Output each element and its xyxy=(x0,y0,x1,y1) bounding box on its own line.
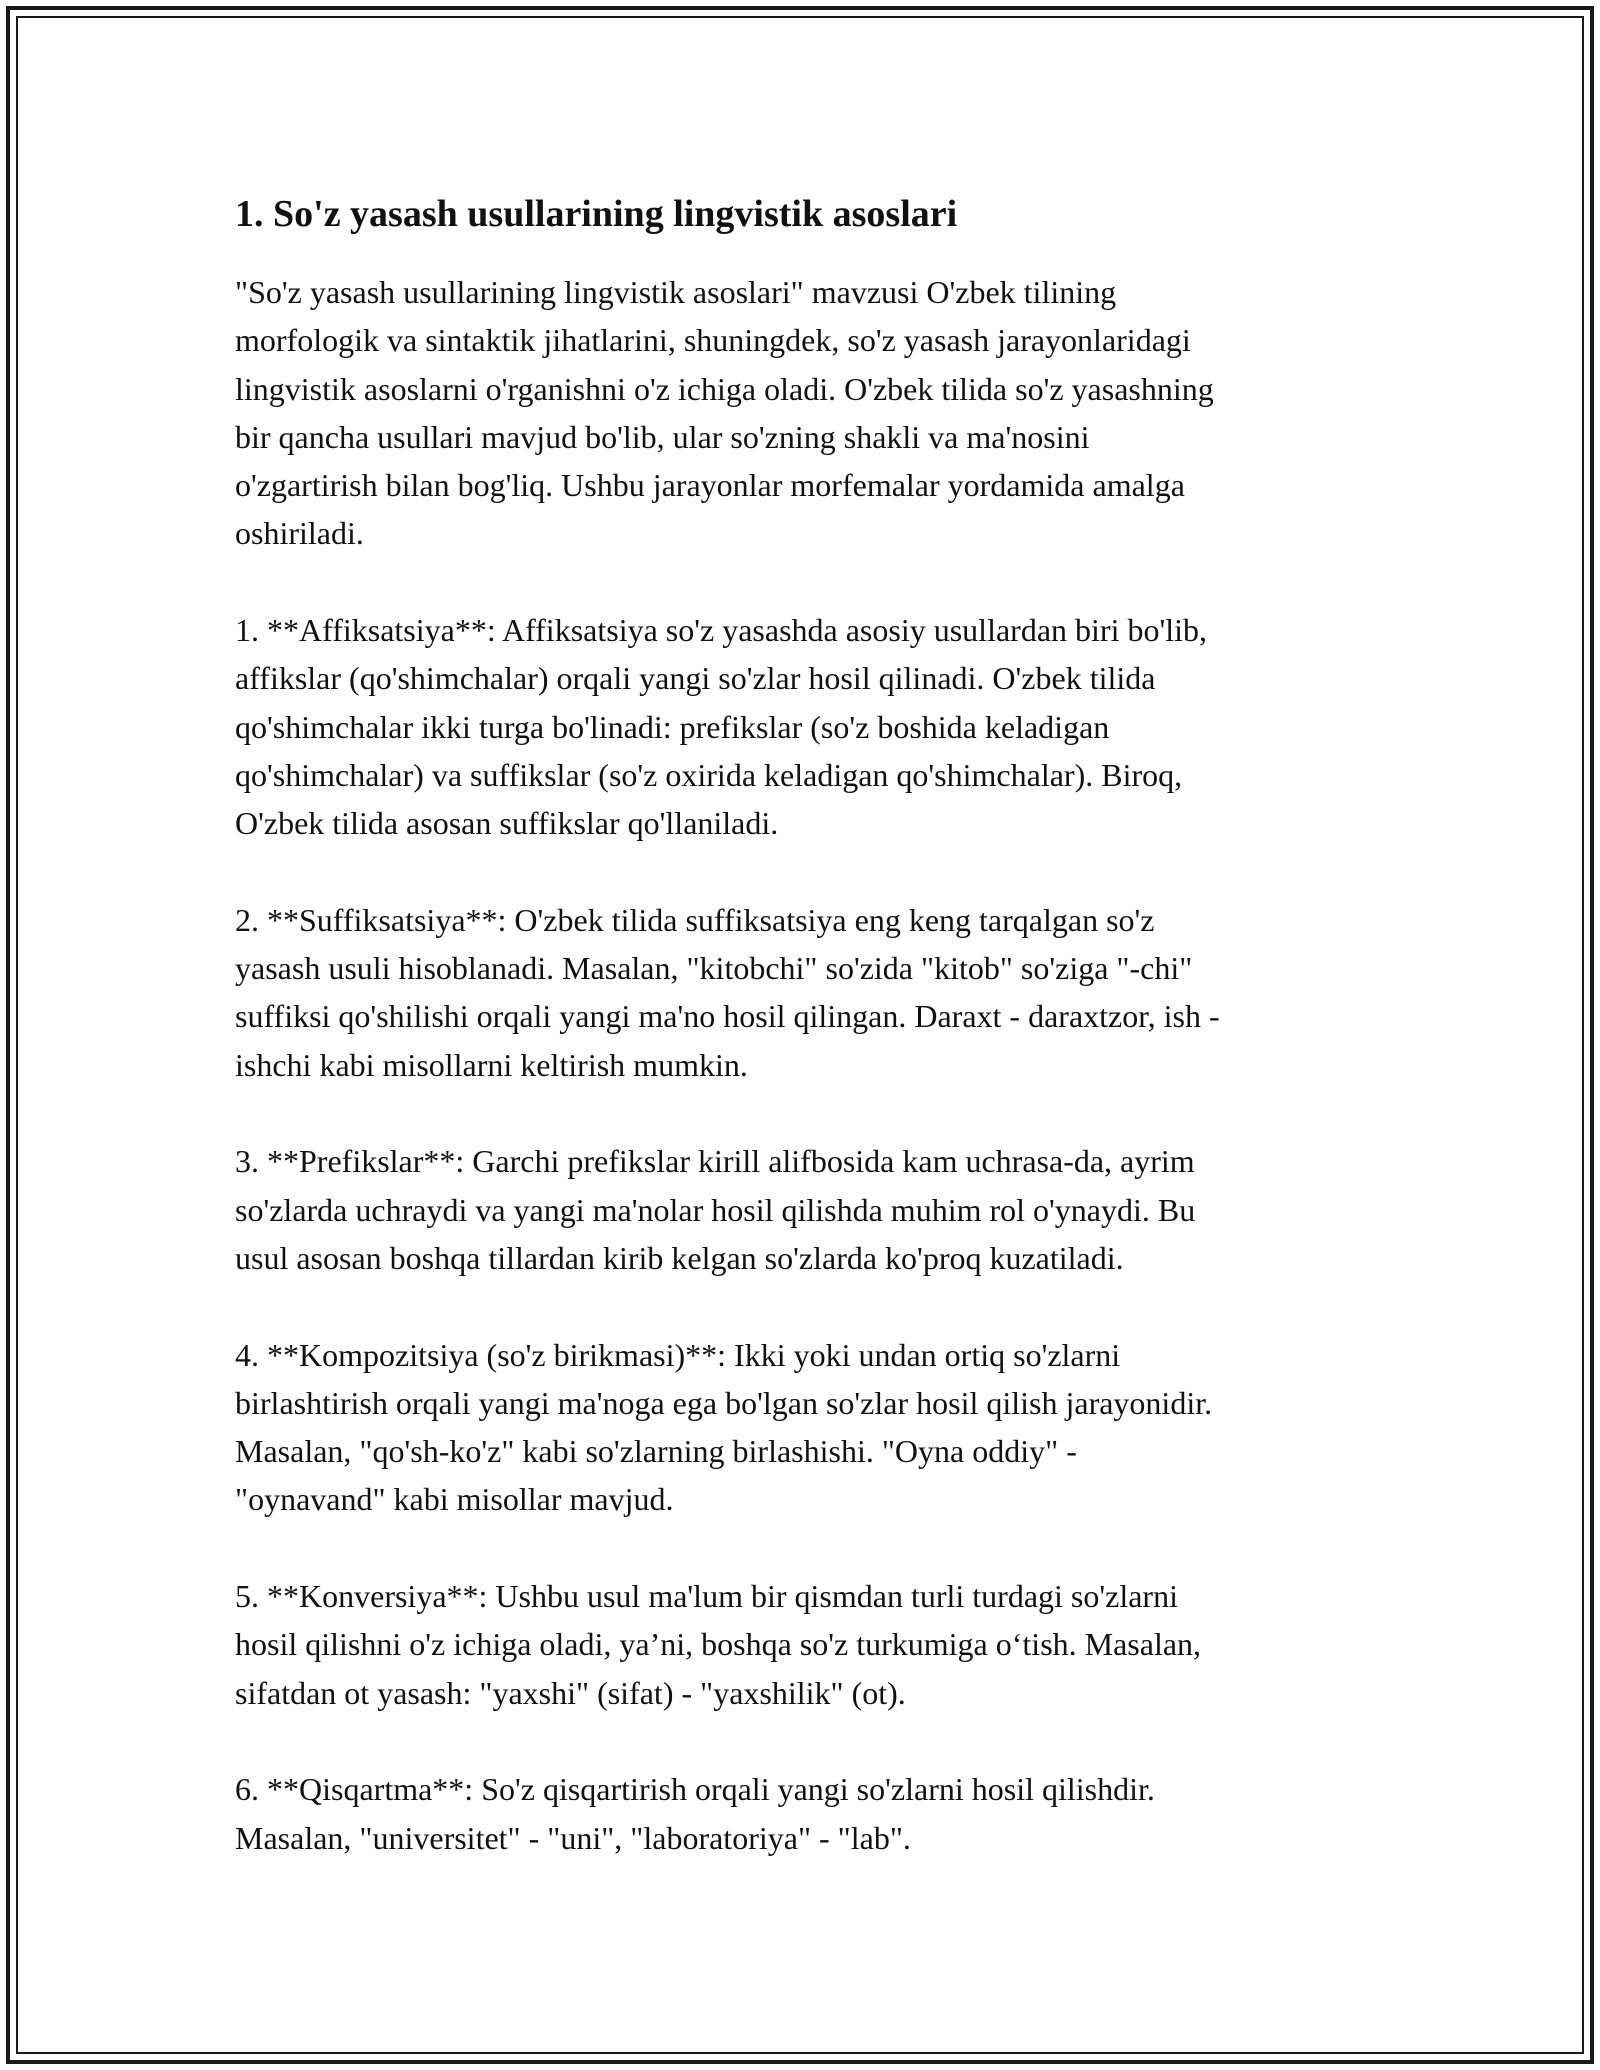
text-line: usul asosan boshqa tillardan kirib kelgan so'zlarda ko'proq kuzatiladi. xyxy=(235,1239,1124,1276)
text-line: hosil qilishni o'z ichiga oladi, ya’ni, boshqa so'z turkumiga o‘tish. Masalan, xyxy=(235,1626,1202,1663)
text-line: oshiriladi. xyxy=(235,515,364,552)
text-line: 4. **Kompozitsiya (so'z birikmasi)**: Ikki yoki undan ortiq so'zlarni xyxy=(235,1336,1121,1373)
text-line: so'zlarda uchraydi va yangi ma'nolar hosil qilishda muhim rol o'ynaydi. Bu xyxy=(235,1191,1196,1228)
text-line: affikslar (qo'shimchalar) orqali yangi so'zlar hosil qilinadi. O'zbek tilida xyxy=(235,660,1156,697)
kompozitsiya-paragraph xyxy=(235,1331,1385,1524)
konversiya-paragraph xyxy=(235,1572,1385,1717)
text-line: lingvistik asoslarni o'rganishni o'z ichiga oladi. O'zbek tilida so'z yasashning xyxy=(235,370,1214,407)
prefikslar-paragraph xyxy=(235,1137,1385,1282)
suffiksatsiya-paragraph xyxy=(235,896,1385,1089)
text-line: morfologik va sintaktik jihatlarini, shuningdek, so'z yasash jarayonlaridagi xyxy=(235,322,1191,359)
text-line: "So'z yasash usullarining lingvistik asoslari" mavzusi O'zbek tilining xyxy=(235,274,1117,310)
text-line: qo'shimchalar) va suffikslar (so'z oxirida keladigan qo'shimchalar). Biroq, xyxy=(235,756,1183,793)
text-line: yasash usuli hisoblanadi. Masalan, "kitobchi" so'zida "kitob" so'ziga "-chi" xyxy=(235,950,1193,987)
qisqartma-paragraph xyxy=(235,1765,1385,1862)
text-line: bir qancha usullari mavjud bo'lib, ular so'zning shakli va ma'nosini xyxy=(235,418,1090,455)
text-line: ishchi kabi misollarni keltirish mumkin. xyxy=(235,1046,748,1083)
text-line: o'zgartirish bilan bog'liq. Ushbu jarayonlar morfemalar yordamida amalga xyxy=(235,467,1185,504)
text-line: 6. **Qisqartma**: So'z qisqartirish orqali yangi so'zlarni hosil qilishdir. xyxy=(235,1771,1155,1808)
text-line: sifatdan ot yasash: "yaxshi" (sifat) - "yaxshilik" (ot). xyxy=(235,1674,906,1711)
text-line: qo'shimchalar ikki turga bo'linadi: prefikslar (so'z boshida keladigan xyxy=(235,708,1110,745)
text-line: Masalan, "qo'sh-ko'z" kabi so'zlarning birlashishi. "Oyna oddiy" - xyxy=(235,1433,1077,1470)
text-line: suffiksi qo'shilishi orqali yangi ma'no hosil qilingan. Daraxt - daraxtzor, ish - xyxy=(235,998,1220,1035)
text-line: 5. **Konversiya**: Ushbu usul ma'lum bir qismdan turli turdagi so'zlarni xyxy=(235,1578,1178,1615)
document-body xyxy=(235,186,1385,1910)
text-line: 3. **Prefikslar**: Garchi prefikslar kirill alifbosida kam uchrasa-da, ayrim xyxy=(235,1143,1195,1180)
affiksatsiya-paragraph xyxy=(235,606,1385,847)
text-line: Masalan, "universitet" - "uni", "laboratoriya" - "lab". xyxy=(235,1819,911,1856)
text-line: O'zbek tilida asosan suffikslar qo'llaniladi. xyxy=(235,805,779,842)
document-title: 1. So'z yasash usullarining lingvistik asoslari xyxy=(235,193,958,235)
intro-paragraph xyxy=(235,268,1385,558)
text-line: birlashtirish orqali yangi ma'noga ega bo'lgan so'zlar hosil qilish jarayonidir. xyxy=(235,1384,1213,1421)
text-line: "oynavand" kabi misollar mavjud. xyxy=(235,1481,674,1518)
text-line: 2. **Suffiksatsiya**: O'zbek tilida suffiksatsiya eng keng tarqalgan so'z xyxy=(235,901,1155,938)
text-line: 1. **Affiksatsiya**: Affiksatsiya so'z yasashda asosiy usullardan biri bo'lib, xyxy=(235,612,1207,649)
